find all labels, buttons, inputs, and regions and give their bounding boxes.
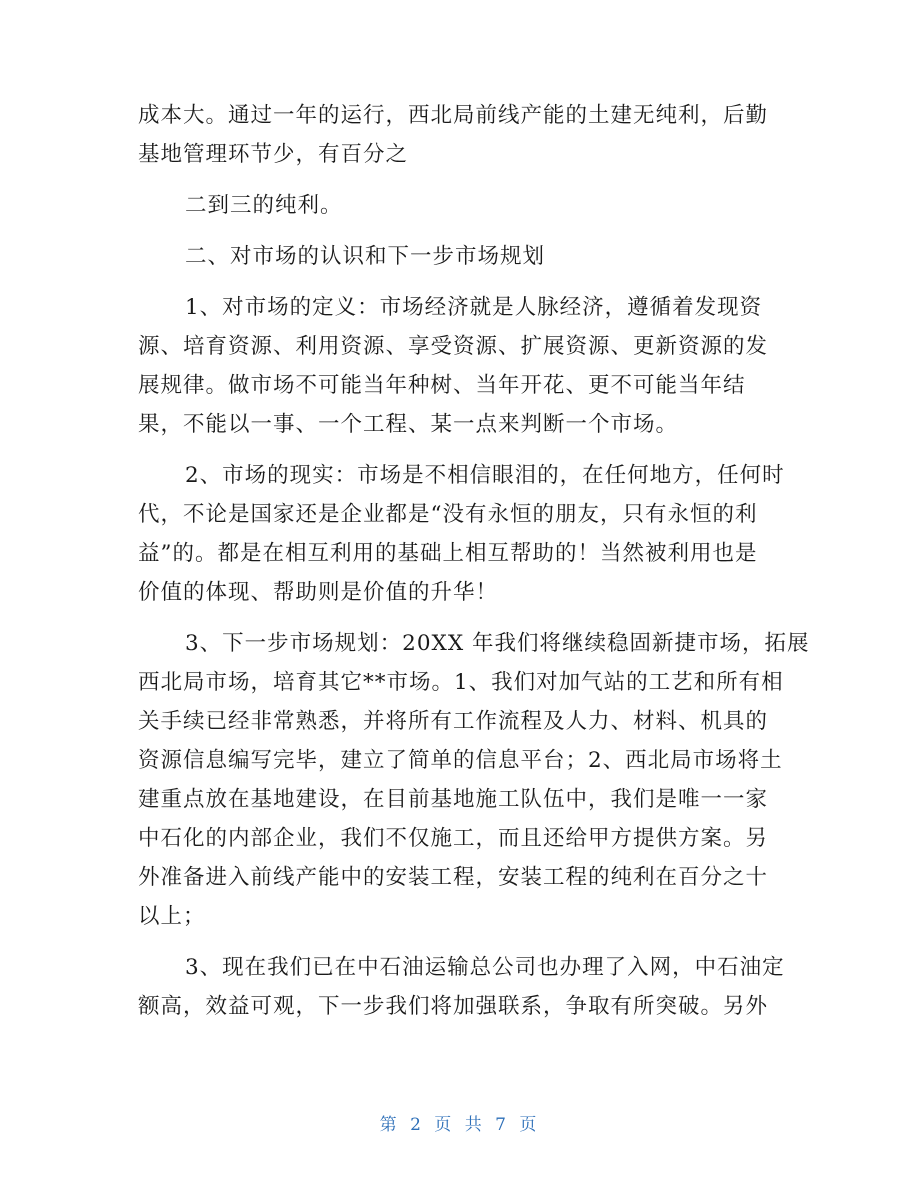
text-line: 2、市场的现实：市场是不相信眼泪的，在任何地方，任何时: [185, 463, 785, 488]
text-line: 外准备进入前线产能中的安装工程，安装工程的纯利在百分之十: [138, 865, 769, 890]
paragraph: [138, 948, 788, 1026]
paragraph: [138, 288, 788, 444]
text-line: 额高，效益可观，下一步我们将加强联系，争取有所突破。另外: [138, 994, 769, 1019]
document-body: [138, 96, 810, 1026]
text-line: 果，不能以一事、一个工程、某一点来判断一个市场。: [138, 412, 679, 437]
text-line: 成本大。通过一年的运行，西北局前线产能的土建无纯利，后勤: [138, 103, 769, 128]
text-line: 代，不论是国家还是企业都是“没有永恒的朋友，只有永恒的利: [138, 502, 758, 527]
text-line: 资源信息编写完毕，建立了简单的信息平台；2、西北局市场将土: [138, 748, 783, 773]
paragraph: [138, 96, 788, 174]
text-line: 西北局市场，培育其它**市场。1、我们对加气站的工艺和所有相: [138, 670, 784, 695]
text-line: 1、对市场的定义：市场经济就是人脉经济，遵循着发现资: [185, 295, 763, 320]
page-number: 第 2 页 共 7 页: [379, 1115, 541, 1135]
text-line: 二到三的纯利。: [185, 193, 343, 218]
text-line: 建重点放在基地建设，在目前基地施工队伍中，我们是唯一一家: [138, 787, 769, 812]
text-line: 以上；: [138, 904, 206, 929]
paragraph: [138, 186, 788, 225]
text-line: 3、下一步市场规划：20XX 年我们将继续稳固新捷市场，拓展: [185, 631, 810, 656]
paragraph: [138, 456, 788, 612]
text-line: 益”的。都是在相互利用的基础上相互帮助的！当然被利用也是: [138, 541, 758, 566]
text-line: 二、对市场的认识和下一步市场规划: [185, 244, 546, 269]
paragraph: [138, 624, 810, 936]
section-heading: [138, 237, 788, 276]
text-line: 展规律。做市场不可能当年种树、当年开花、更不可能当年结: [138, 373, 746, 398]
text-line: 价值的体现、帮助则是价值的升华！: [138, 580, 499, 605]
text-line: 3、现在我们已在中石油运输总公司也办理了入网，中石油定: [185, 955, 785, 980]
text-line: 中石化的内部企业，我们不仅施工，而且还给甲方提供方案。另: [138, 826, 769, 851]
text-line: 源、培育资源、利用资源、享受资源、扩展资源、更新资源的发: [138, 334, 769, 359]
text-line: 关手续已经非常熟悉，并将所有工作流程及人力、材料、机具的: [138, 709, 769, 734]
text-line: 基地管理环节少，有百分之: [138, 142, 409, 167]
